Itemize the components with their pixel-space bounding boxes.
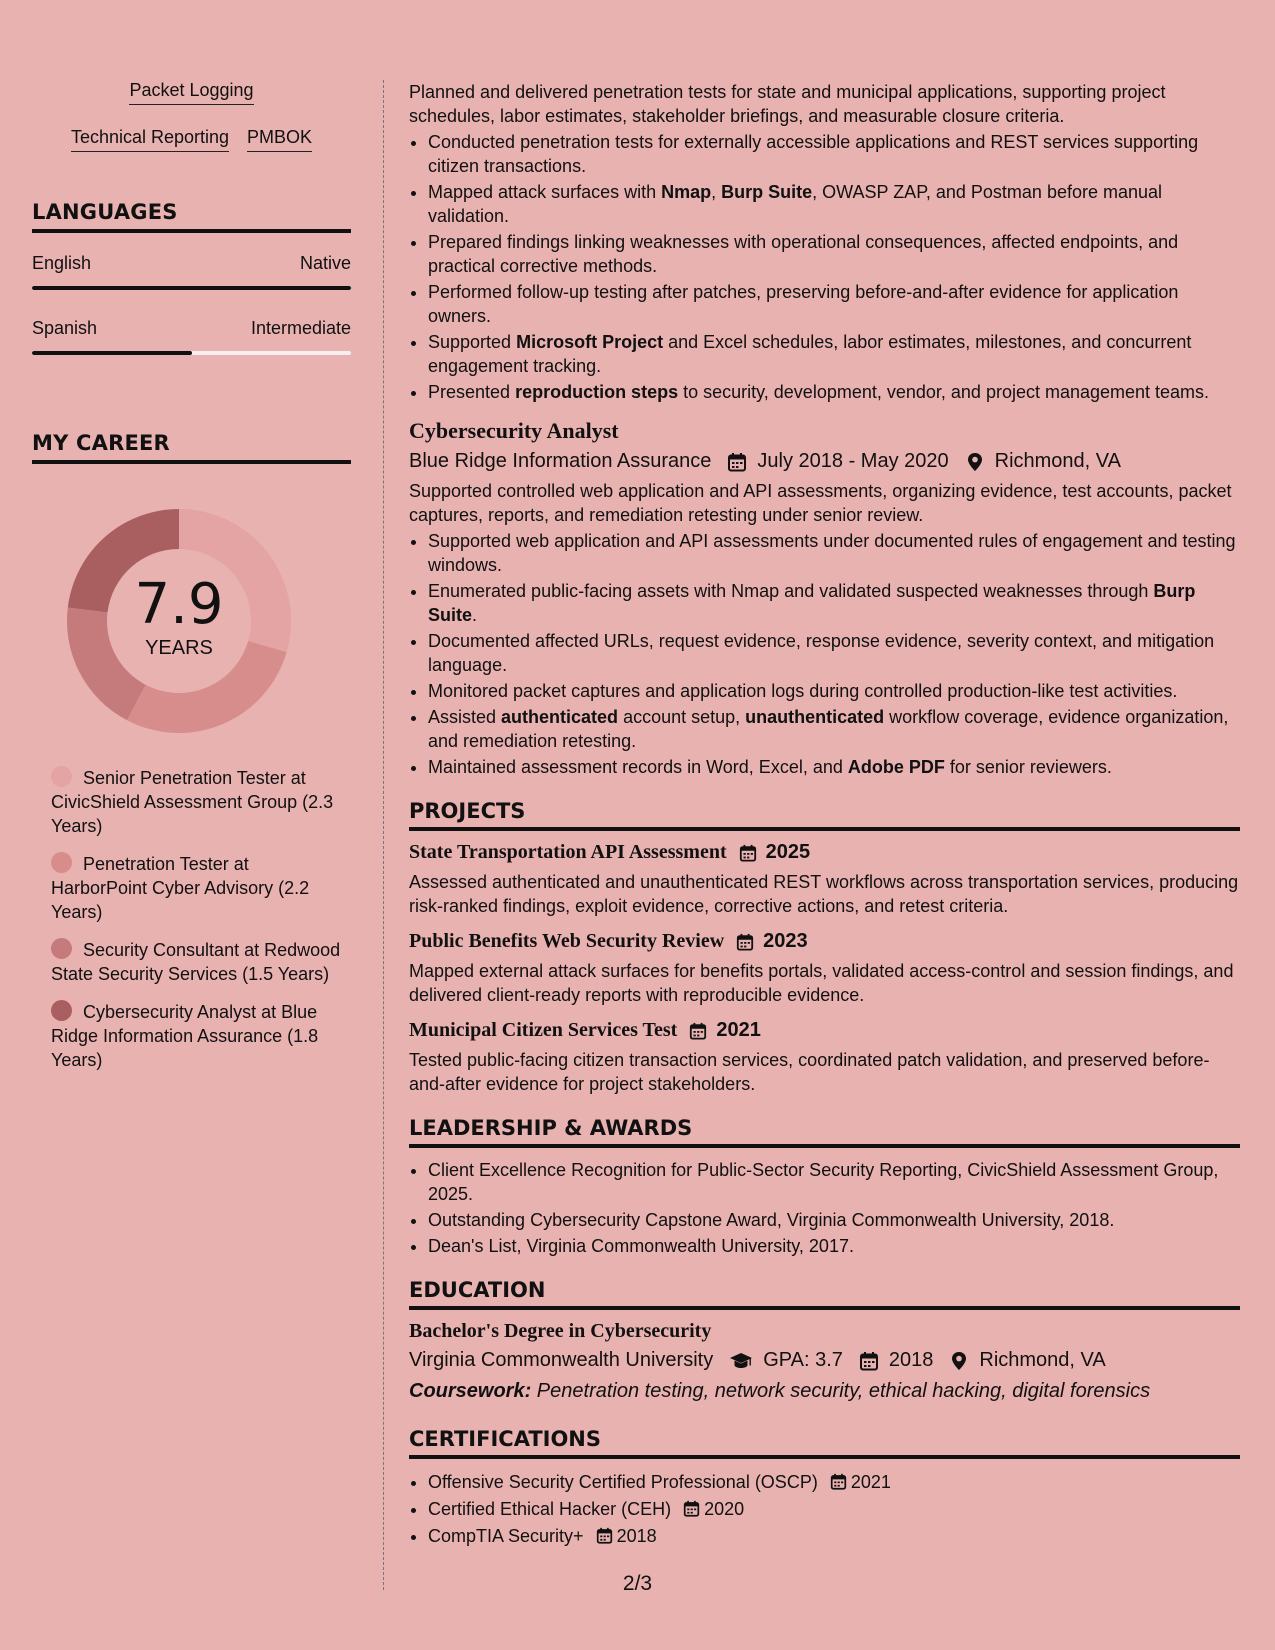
career-legend-item: Security Consultant at Redwood State Security Services (1.5 Years) [51,940,341,984]
coursework: Coursework: Penetration testing, network security, ethical hacking, digital forensics [409,1380,1151,1402]
location-pin-icon [949,1351,969,1371]
career-legend [51,766,341,1072]
education-meta [409,1349,1240,1372]
job-bullet: • Prepared findings linking weaknesses with operational consequences, affected endpoints, and practical corrective methods. [428,230,1240,278]
language-bar-fill [32,286,351,290]
language-bar-fill [32,351,192,355]
project-year: 2021 [716,1019,761,1041]
project-title: State Transportation API Assessment 2025 [409,841,811,863]
languages-heading: LANGUAGES [32,200,351,233]
job-bullet: • Supported Microsoft Project and Excel schedules, labor estimates, milestones, and concurrent engagement tracking. [428,330,1240,378]
calendar-icon [830,1471,847,1488]
graduation-cap-icon [729,1351,753,1371]
job-summary: Supported controlled web application and API assessments, organizing evidence, test accounts, packet captures, reports, and remediation retesting under senior review. [409,481,1232,525]
job-bullets [409,130,1240,404]
project-description: Tested public-facing citizen transaction services, coordinated patch validation, and preserved before-and-after evidence for project stakeholders. [409,1050,1210,1094]
main-column [409,80,1240,1550]
job-bullet: • Performed follow-up testing after patches, preserving before-and-after evidence for application owners. [428,280,1240,328]
job-company: Blue Ridge Information Assurance [409,450,712,472]
award-item: • Dean's List, Virginia Commonwealth University, 2017. [428,1234,1240,1258]
job-bullet: • Monitored packet captures and application logs during controlled production-like test activities. [428,679,1240,703]
awards-list [409,1158,1240,1258]
job-bullet: • Supported web application and API assessments under documented rules of engagement and testing windows. [428,529,1240,577]
calendar-icon [859,1351,879,1371]
job-location: Richmond, VA [994,450,1121,472]
certifications-list [409,1469,1240,1550]
job-bullet: • Conducted penetration tests for externally accessible applications and REST services supporting citizen transactions. [428,130,1240,178]
project-description: Assessed authenticated and unauthenticated REST workflows across transportation services, producing risk-ranked findings, exploit evidence, corrective actions, and retest criteria. [409,872,1239,916]
language-bar [32,351,351,355]
certification-item: • Offensive Security Certified Professional (OSCP) 2021 [428,1469,1240,1496]
job-bullet: • Assisted authenticated account setup, unauthenticated workflow coverage, evidence organization, and remediation retesting. [428,705,1240,753]
project-title: Municipal Citizen Services Test 2021 [409,1019,761,1041]
job-summary: Planned and delivered penetration tests for state and municipal applications, supporting project schedules, labor estimates, stakeholder briefings, and measurable closure criteria. [409,82,1166,126]
language-level: Intermediate [250,318,351,338]
language-item [32,253,351,290]
award-item: • Outstanding Cybersecurity Capstone Award, Virginia Commonwealth University, 2018. [428,1208,1240,1232]
job-bullet: • Presented reproduction steps to security, development, vendor, and project management teams. [428,380,1240,404]
skills-row-2 [32,127,351,152]
career-section [32,431,351,1072]
calendar-icon [727,452,747,472]
page-number: 2/3 [622,1572,653,1595]
languages-section [32,200,351,355]
gpa: GPA: 3.7 [763,1349,843,1371]
calendar-icon [739,844,757,862]
project-year: 2025 [765,841,811,863]
job-bullet: • Documented affected URLs, request evidence, response evidence, severity context, and mitigation language. [428,629,1240,677]
calendar-icon [736,933,754,951]
school-name: Virginia Commonwealth University [409,1349,714,1371]
language-name: English [32,253,92,273]
job-bullets [409,529,1240,779]
job-bullet: • Enumerated public-facing assets with Nmap and validated suspected weaknesses through Burp Suite. [428,579,1240,627]
skills-row-1 [32,80,351,105]
sidebar [32,80,351,1086]
language-bar [32,286,351,290]
language-item [32,318,351,355]
project-year: 2023 [763,930,808,952]
job-bullet: • Maintained assessment records in Word, Excel, and Adobe PDF for senior reviewers. [428,755,1240,779]
degree-title: Bachelor's Degree in Cybersecurity [409,1320,712,1342]
career-heading: MY CAREER [32,431,351,464]
legend-dot [51,1000,72,1021]
award-item: • Client Excellence Recognition for Public-Sector Security Reporting, CivicShield Assessment Group, 2025. [428,1158,1240,1206]
education-heading: EDUCATION [409,1278,1240,1310]
career-total-unit: YEARS [145,636,213,659]
calendar-icon [683,1498,700,1515]
certification-item: • CompTIA Security+ 2018 [428,1523,1240,1550]
project-title: Public Benefits Web Security Review 2023 [409,930,808,952]
language-name: Spanish [32,318,98,338]
job-title: Cybersecurity Analyst [409,418,619,443]
legend-dot [51,938,72,959]
career-legend-item: Cybersecurity Analyst at Blue Ridge Information Assurance (1.8 Years) [51,1002,319,1070]
legend-dot [51,766,72,787]
career-total-years: 7.9 [134,571,224,637]
job-dates: July 2018 - May 2020 [757,450,949,472]
legend-dot [51,852,72,873]
job-meta [409,450,1240,473]
language-level: Native [299,253,351,273]
projects-heading: PROJECTS [409,799,1240,831]
project-description: Mapped external attack surfaces for benefits portals, validated access-control and session findings, and delivered client-ready reports with reproducible evidence. [409,961,1234,1005]
skill-tag: Packet Logging [129,80,253,105]
school-location: Richmond, VA [979,1349,1106,1371]
column-divider [383,80,384,1590]
calendar-icon [596,1525,613,1542]
location-pin-icon [965,452,985,472]
skill-tag: Technical Reporting [71,127,229,152]
calendar-icon [689,1022,707,1040]
career-legend-item: Penetration Tester at HarborPoint Cyber Advisory (2.2 Years) [51,854,310,922]
job-bullet: • Mapped attack surfaces with Nmap, Burp Suite, OWASP ZAP, and Postman before manual validation. [428,180,1240,228]
awards-heading: LEADERSHIP & AWARDS [409,1116,1240,1148]
skill-tag: PMBOK [247,127,312,152]
certifications-heading: CERTIFICATIONS [409,1427,1240,1459]
career-donut-chart [64,506,294,736]
career-legend-item: Senior Penetration Tester at CivicShield Assessment Group (2.3 Years) [51,768,334,836]
certification-item: • Certified Ethical Hacker (CEH) 2020 [428,1496,1240,1523]
graduation-year: 2018 [888,1349,934,1371]
